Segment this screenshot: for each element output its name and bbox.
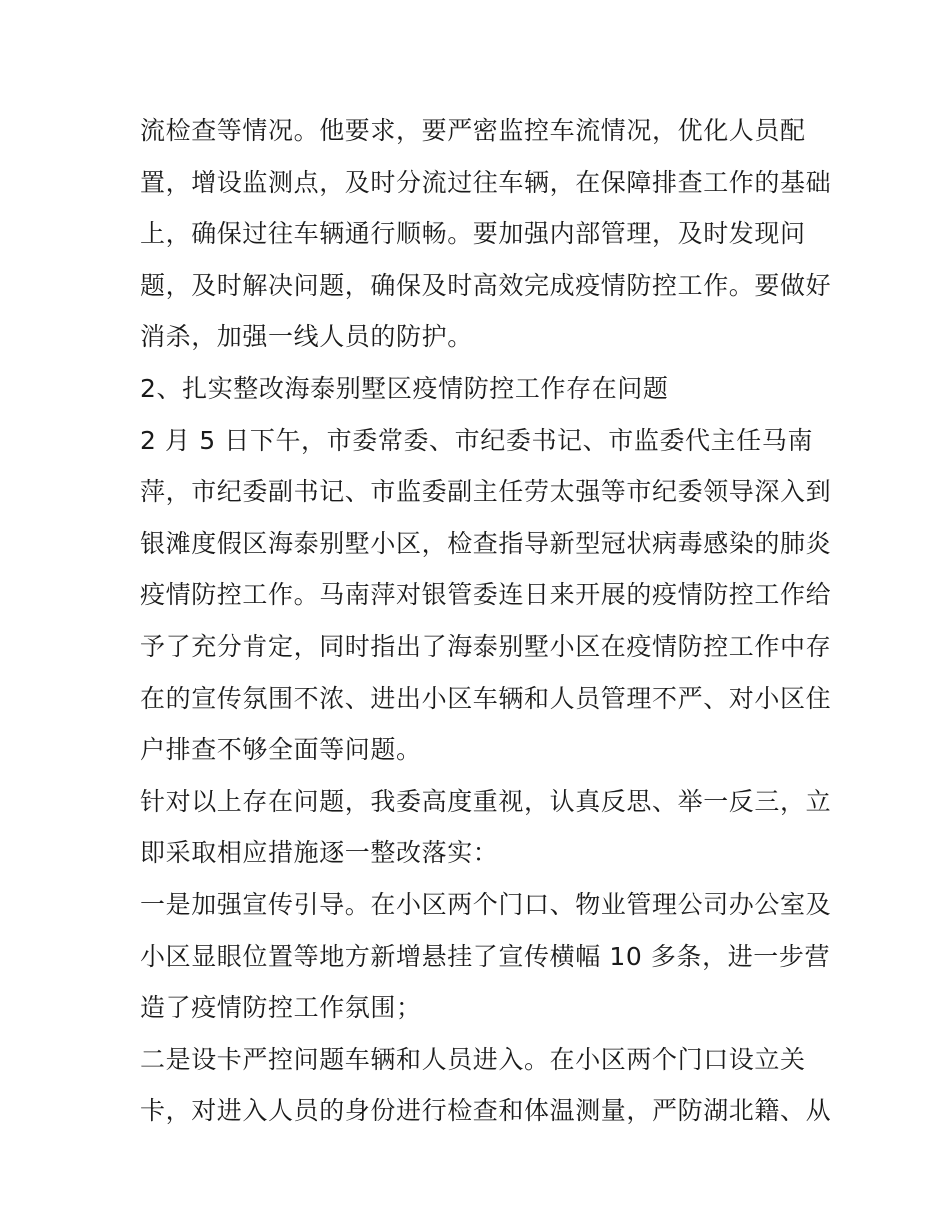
text-line: 消杀，加强一线人员的防护。: [140, 322, 473, 352]
text-line: 造了疫情防控工作氛围；: [140, 993, 422, 1023]
text-line: 置，增设监测点，及时分流过往车辆，在保障排查工作的基础: [140, 167, 832, 197]
text-line: 予了充分肯定，同时指出了海泰别墅小区在疫情防控工作中存: [140, 631, 832, 661]
text-line: 在的宣传氛围不浓、进出小区车辆和人员管理不严、对小区住: [140, 683, 832, 713]
text-line: 一是加强宣传引导。在小区两个门口、物业管理公司办公室及: [140, 889, 832, 919]
text-line: 户排查不够全面等问题。: [140, 735, 422, 765]
text-line: 即采取相应措施逐一整改落实：: [140, 838, 499, 868]
text-line: 萍，市纪委副书记、市监委副主任劳太强等市纪委领导深入到: [140, 477, 832, 507]
text-line: 二是设卡严控问题车辆和人员进入。在小区两个门口设立关: [140, 1044, 806, 1074]
text-line: 疫情防控工作。马南萍对银管委连日来开展的疫情防控工作给: [140, 580, 832, 610]
text-line: 针对以上存在问题，我委高度重视，认真反思、举一反三，立: [140, 786, 832, 816]
text-line: 流检查等情况。他要求，要严密监控车流情况，优化人员配: [140, 116, 806, 145]
text-line: 小区显眼位置等地方新增悬挂了宣传横幅 10 多条，进一步营: [140, 941, 831, 971]
text-line: 卡，对进入人员的身份进行检查和体温测量，严防湖北籍、从: [140, 1096, 832, 1126]
text-line: 上，确保过往车辆通行顺畅。要加强内部管理，及时发现问: [140, 219, 806, 249]
text-line: 2 月 5 日下午，市委常委、市纪委书记、市监委代主任马南: [140, 425, 814, 455]
section-heading: 2、扎实整改海泰别墅区疫情防控工作存在问题: [140, 373, 669, 403]
text-line: 题，及时解决问题，确保及时高效完成疫情防控工作。要做好: [140, 270, 832, 300]
text-line: 银滩度假区海泰别墅小区，检查指导新型冠状病毒感染的肺炎: [140, 528, 832, 558]
document-body: [140, 105, 832, 1137]
